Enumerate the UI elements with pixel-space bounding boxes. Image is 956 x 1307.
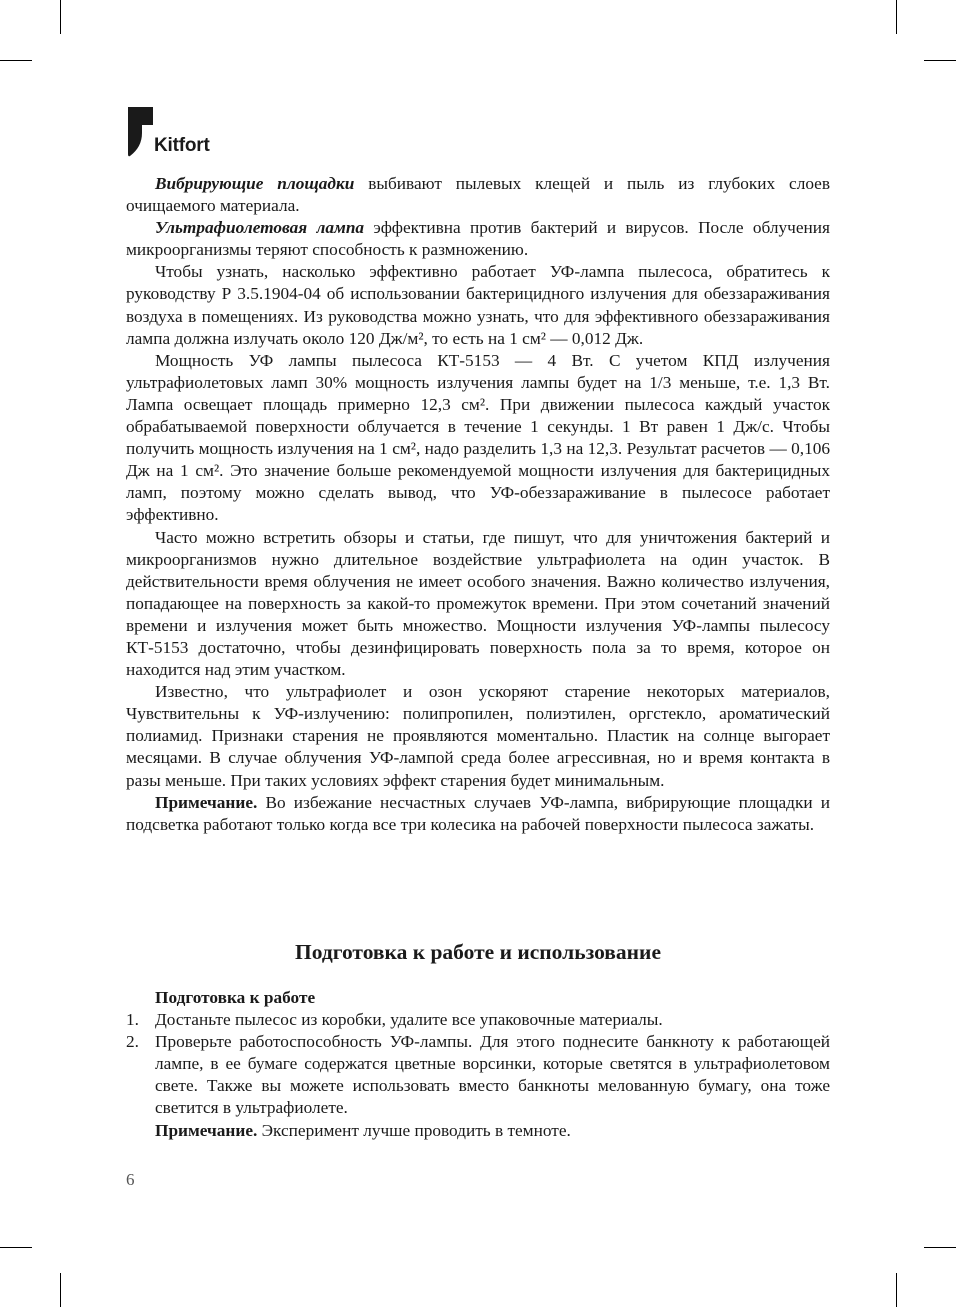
- paragraph: [126, 173, 830, 217]
- paragraph-lead: Вибрирующие площадки: [155, 174, 355, 193]
- crop-mark: [0, 60, 32, 61]
- section-note: [126, 1120, 830, 1142]
- crop-mark: [924, 1247, 956, 1248]
- list-item: [126, 1031, 830, 1119]
- subsection-title: Подготовка к работе: [155, 988, 316, 1007]
- page-number: 6: [126, 1170, 135, 1189]
- crop-mark: [896, 1273, 897, 1307]
- crop-mark: [896, 0, 897, 34]
- paragraph: Мощность УФ лампы пылесоса КТ-5153 — 4 Вт. С учетом КПД излучения ультрафиолетовых ламп 30% мощность излучения лампы будет на 1/3 меньше, т.е. 1,3 Вт. Лампа освещает площадь примерно 12,3 см². При движении пылесоса каждый участок обрабатываемой поверхности облучается в течение 1 секунды. 1 Вт равен 1 Дж/с. Чтобы получить мощность излучения на 1 см², надо разделить 1,3 на 12,3. Результат расчетов — 0,106 Дж на 1 см². Это значение больше рекомендуемой мощности излучения для бактерицидных ламп, поэтому можно сделать вывод, что УФ-обеззараживание в пылесосе работает эффективно.: [126, 350, 830, 525]
- main-content: [126, 173, 830, 836]
- paragraph: Известно, что ультрафиолет и озон ускоряют старение некоторых материалов, Чувствительны к УФ-излучению: полипропилен, полиэтилен, оргстекло, ароматический полиамид. Признаки старения не проявляются моментально. Пластик на солнце выгорает месяцами. В случае облучения УФ-лампой среда более агрессивная, но и время контакта в разы меньше. При таких условиях эффект старения будет минимальным.: [126, 682, 830, 790]
- note-text: Во избежание несчастных случаев УФ-лампа, вибрирующие площадки и подсветка работают только когда все три колесика на рабочей поверхности пылесоса зажаты.: [126, 792, 830, 834]
- kitfort-logo-icon: [126, 107, 156, 157]
- steps-list: [126, 1009, 830, 1119]
- section-title: Подготовка к работе и использование: [295, 940, 661, 964]
- step-text: Достаньте пылесос из коробки, удалите все упаковочные материалы.: [155, 1010, 663, 1030]
- paragraph-text: эффективна против бактерий и вирусов. После облучения микроорганизмы теряют способность к размножению.: [126, 218, 830, 260]
- paragraph: [126, 217, 830, 261]
- paragraph-lead: Ультрафиолетовая лампа: [155, 218, 365, 238]
- note-paragraph: [126, 792, 830, 836]
- step-number: 1.: [126, 1010, 139, 1030]
- step-text: Проверьте работоспособность УФ-лампы. Для этого поднесите банкноту к работающей лампе, в ее бумаге содержатся цветные ворсинки, которые светятся в ультрафиолетовом свете. Также вы можете использовать вместо банкноты мелованную бумагу, она тоже светится в ультрафиолете.: [155, 1032, 830, 1118]
- brand-name: Kitfort: [154, 135, 210, 156]
- note-label: Примечание.: [155, 792, 258, 812]
- step-number: 2.: [126, 1032, 139, 1052]
- paragraph: Чтобы узнать, насколько эффективно работает УФ-лампа пылесоса, обратитесь к руководству Р 3.5.1904-04 об использовании бактерицидного излучения для обеззараживания воздуха в помещениях. Из руководства можно узнать, что для эффективного обеззараживания лампа должна излучать около 120 Дж/м², то есть на 1 см² — 0,012 Дж.: [126, 262, 830, 348]
- crop-mark: [60, 0, 61, 34]
- crop-mark: [924, 60, 956, 61]
- note-label: Примечание.: [155, 1120, 258, 1140]
- list-item: [126, 1009, 830, 1031]
- note-text: Эксперимент лучше проводить в темноте.: [257, 1120, 571, 1140]
- crop-mark: [0, 1247, 32, 1248]
- preparation-block: [126, 987, 830, 1142]
- paragraph: Часто можно встретить обзоры и статьи, где пишут, что для уничтожения бактерий и микроорганизмов нужно длительное воздействие ультрафиолета на один участок. В действительности время облучения не имеет особого значения. Важно количество излучения, попадающее на поверхность за какой-то промежуток времени. При этом сочетаний значений времени и излучения может быть множество. Мощности излучения УФ-лампы пылесосу КТ-5153 достаточно, чтобы дезинфицировать поверхность пола за то время, которое он находится над этим участком.: [126, 527, 830, 680]
- paragraph-text: выбивают пылевых клещей и пыль из глубоких слоев очищаемого материала.: [126, 174, 830, 216]
- crop-mark: [60, 1273, 61, 1307]
